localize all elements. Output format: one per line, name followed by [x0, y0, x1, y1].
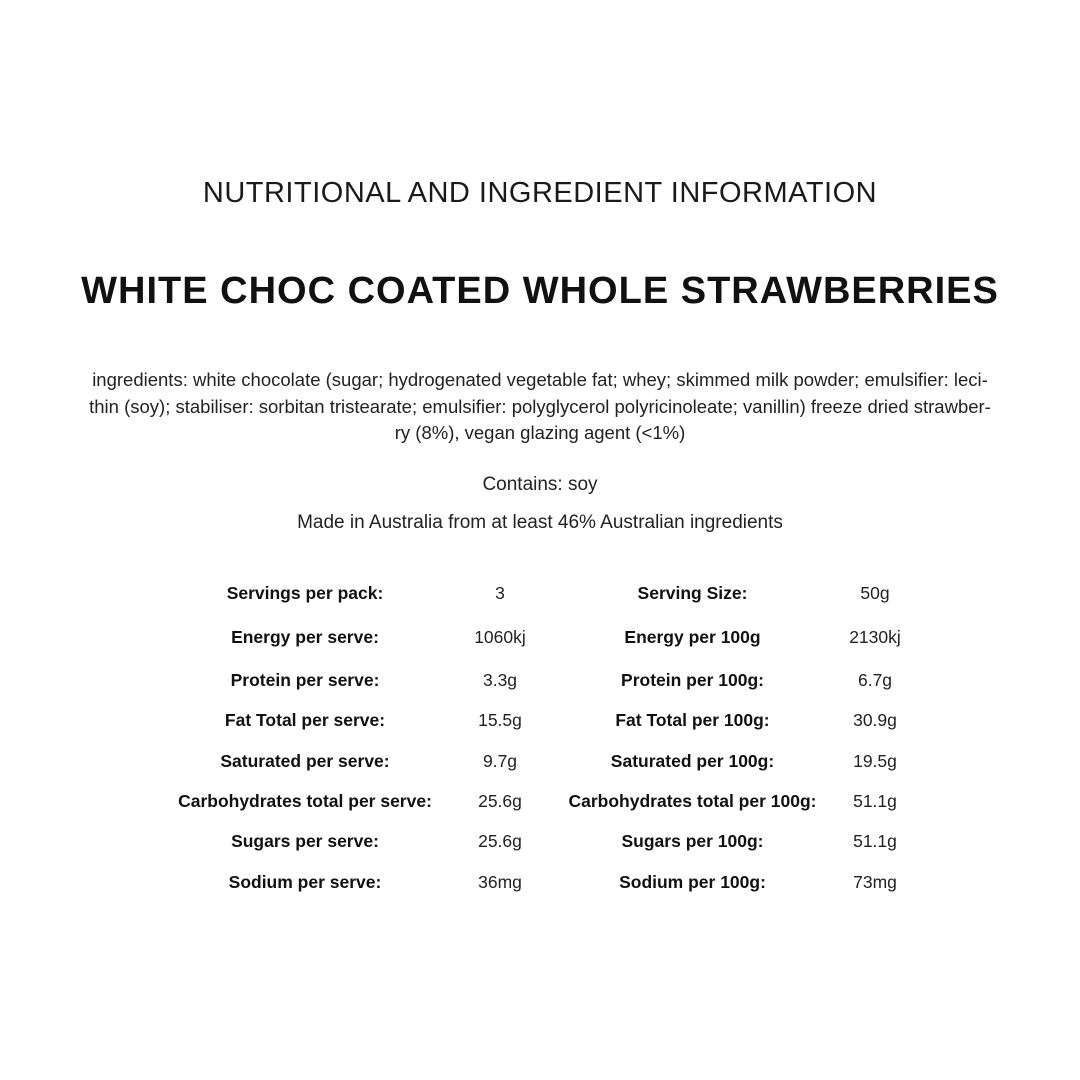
per-100g-label: Protein per 100g: — [621, 670, 764, 690]
per-100g-label: Energy per 100g — [624, 627, 761, 647]
ingredients-line: thin (soy); stabiliser: sorbitan tristearate; emulsifier: polyglycerol polyricinoleate; vanillin) freeze dried strawber- — [89, 395, 991, 417]
table-row — [0, 706, 1080, 734]
per-serve-value: 3 — [495, 583, 505, 603]
per-100g-label: Carbohydrates total per 100g: — [568, 791, 817, 811]
table-row — [0, 787, 1080, 815]
per-100g-value: 2130kj — [849, 627, 901, 647]
origin-statement: Made in Australia from at least 46% Australian ingredients — [297, 512, 783, 533]
per-serve-label: Protein per serve: — [230, 670, 380, 690]
per-serve-value: 36mg — [478, 872, 522, 892]
per-100g-value: 51.1g — [853, 831, 897, 851]
product-title: WHITE CHOC COATED WHOLE STRAWBERRIES — [81, 270, 999, 312]
page-subtitle: NUTRITIONAL AND INGREDIENT INFORMATION — [202, 177, 878, 209]
per-serve-value: 1060kj — [474, 627, 526, 647]
per-serve-value: 25.6g — [478, 791, 522, 811]
ingredients-line: ry (8%), vegan glazing agent (<1%) — [394, 422, 686, 443]
per-serve-label: Fat Total per serve: — [224, 710, 386, 730]
ingredients-text — [40, 367, 1040, 447]
table-row — [0, 827, 1080, 855]
per-100g-value: 19.5g — [853, 751, 897, 771]
per-100g-label: Fat Total per 100g: — [615, 710, 770, 730]
per-serve-value: 25.6g — [478, 831, 522, 851]
per-serve-value: 9.7g — [482, 751, 518, 771]
per-100g-value: 73mg — [853, 872, 897, 892]
table-row — [0, 623, 1080, 651]
per-100g-value: 6.7g — [857, 670, 893, 690]
per-100g-value: 51.1g — [853, 791, 897, 811]
per-serve-value: 3.3g — [482, 670, 518, 690]
table-row — [0, 579, 1080, 607]
per-100g-label: Sodium per 100g: — [619, 872, 766, 892]
table-row — [0, 666, 1080, 694]
per-serve-label: Sugars per serve: — [231, 831, 379, 851]
table-row — [0, 747, 1080, 775]
per-serve-label: Saturated per serve: — [220, 751, 390, 771]
per-serve-label: Carbohydrates total per serve: — [178, 791, 432, 811]
per-serve-label: Sodium per serve: — [228, 872, 382, 892]
per-serve-label: Servings per pack: — [226, 583, 384, 603]
per-100g-value: 30.9g — [853, 710, 897, 730]
ingredients-line: ingredients: white chocolate (sugar; hydrogenated vegetable fat; whey; skimmed milk powder; emulsifier: leci- — [92, 369, 988, 390]
per-100g-label: Saturated per 100g: — [610, 751, 775, 771]
allergen-statement: Contains: soy — [482, 474, 598, 495]
per-100g-value: 50g — [860, 583, 890, 603]
per-100g-label: Sugars per 100g: — [621, 831, 764, 851]
table-row — [0, 868, 1080, 896]
per-serve-value: 15.5g — [478, 710, 522, 730]
per-100g-label: Serving Size: — [637, 583, 748, 603]
nutrition-table — [0, 572, 1080, 902]
per-serve-label: Energy per serve: — [231, 627, 379, 647]
